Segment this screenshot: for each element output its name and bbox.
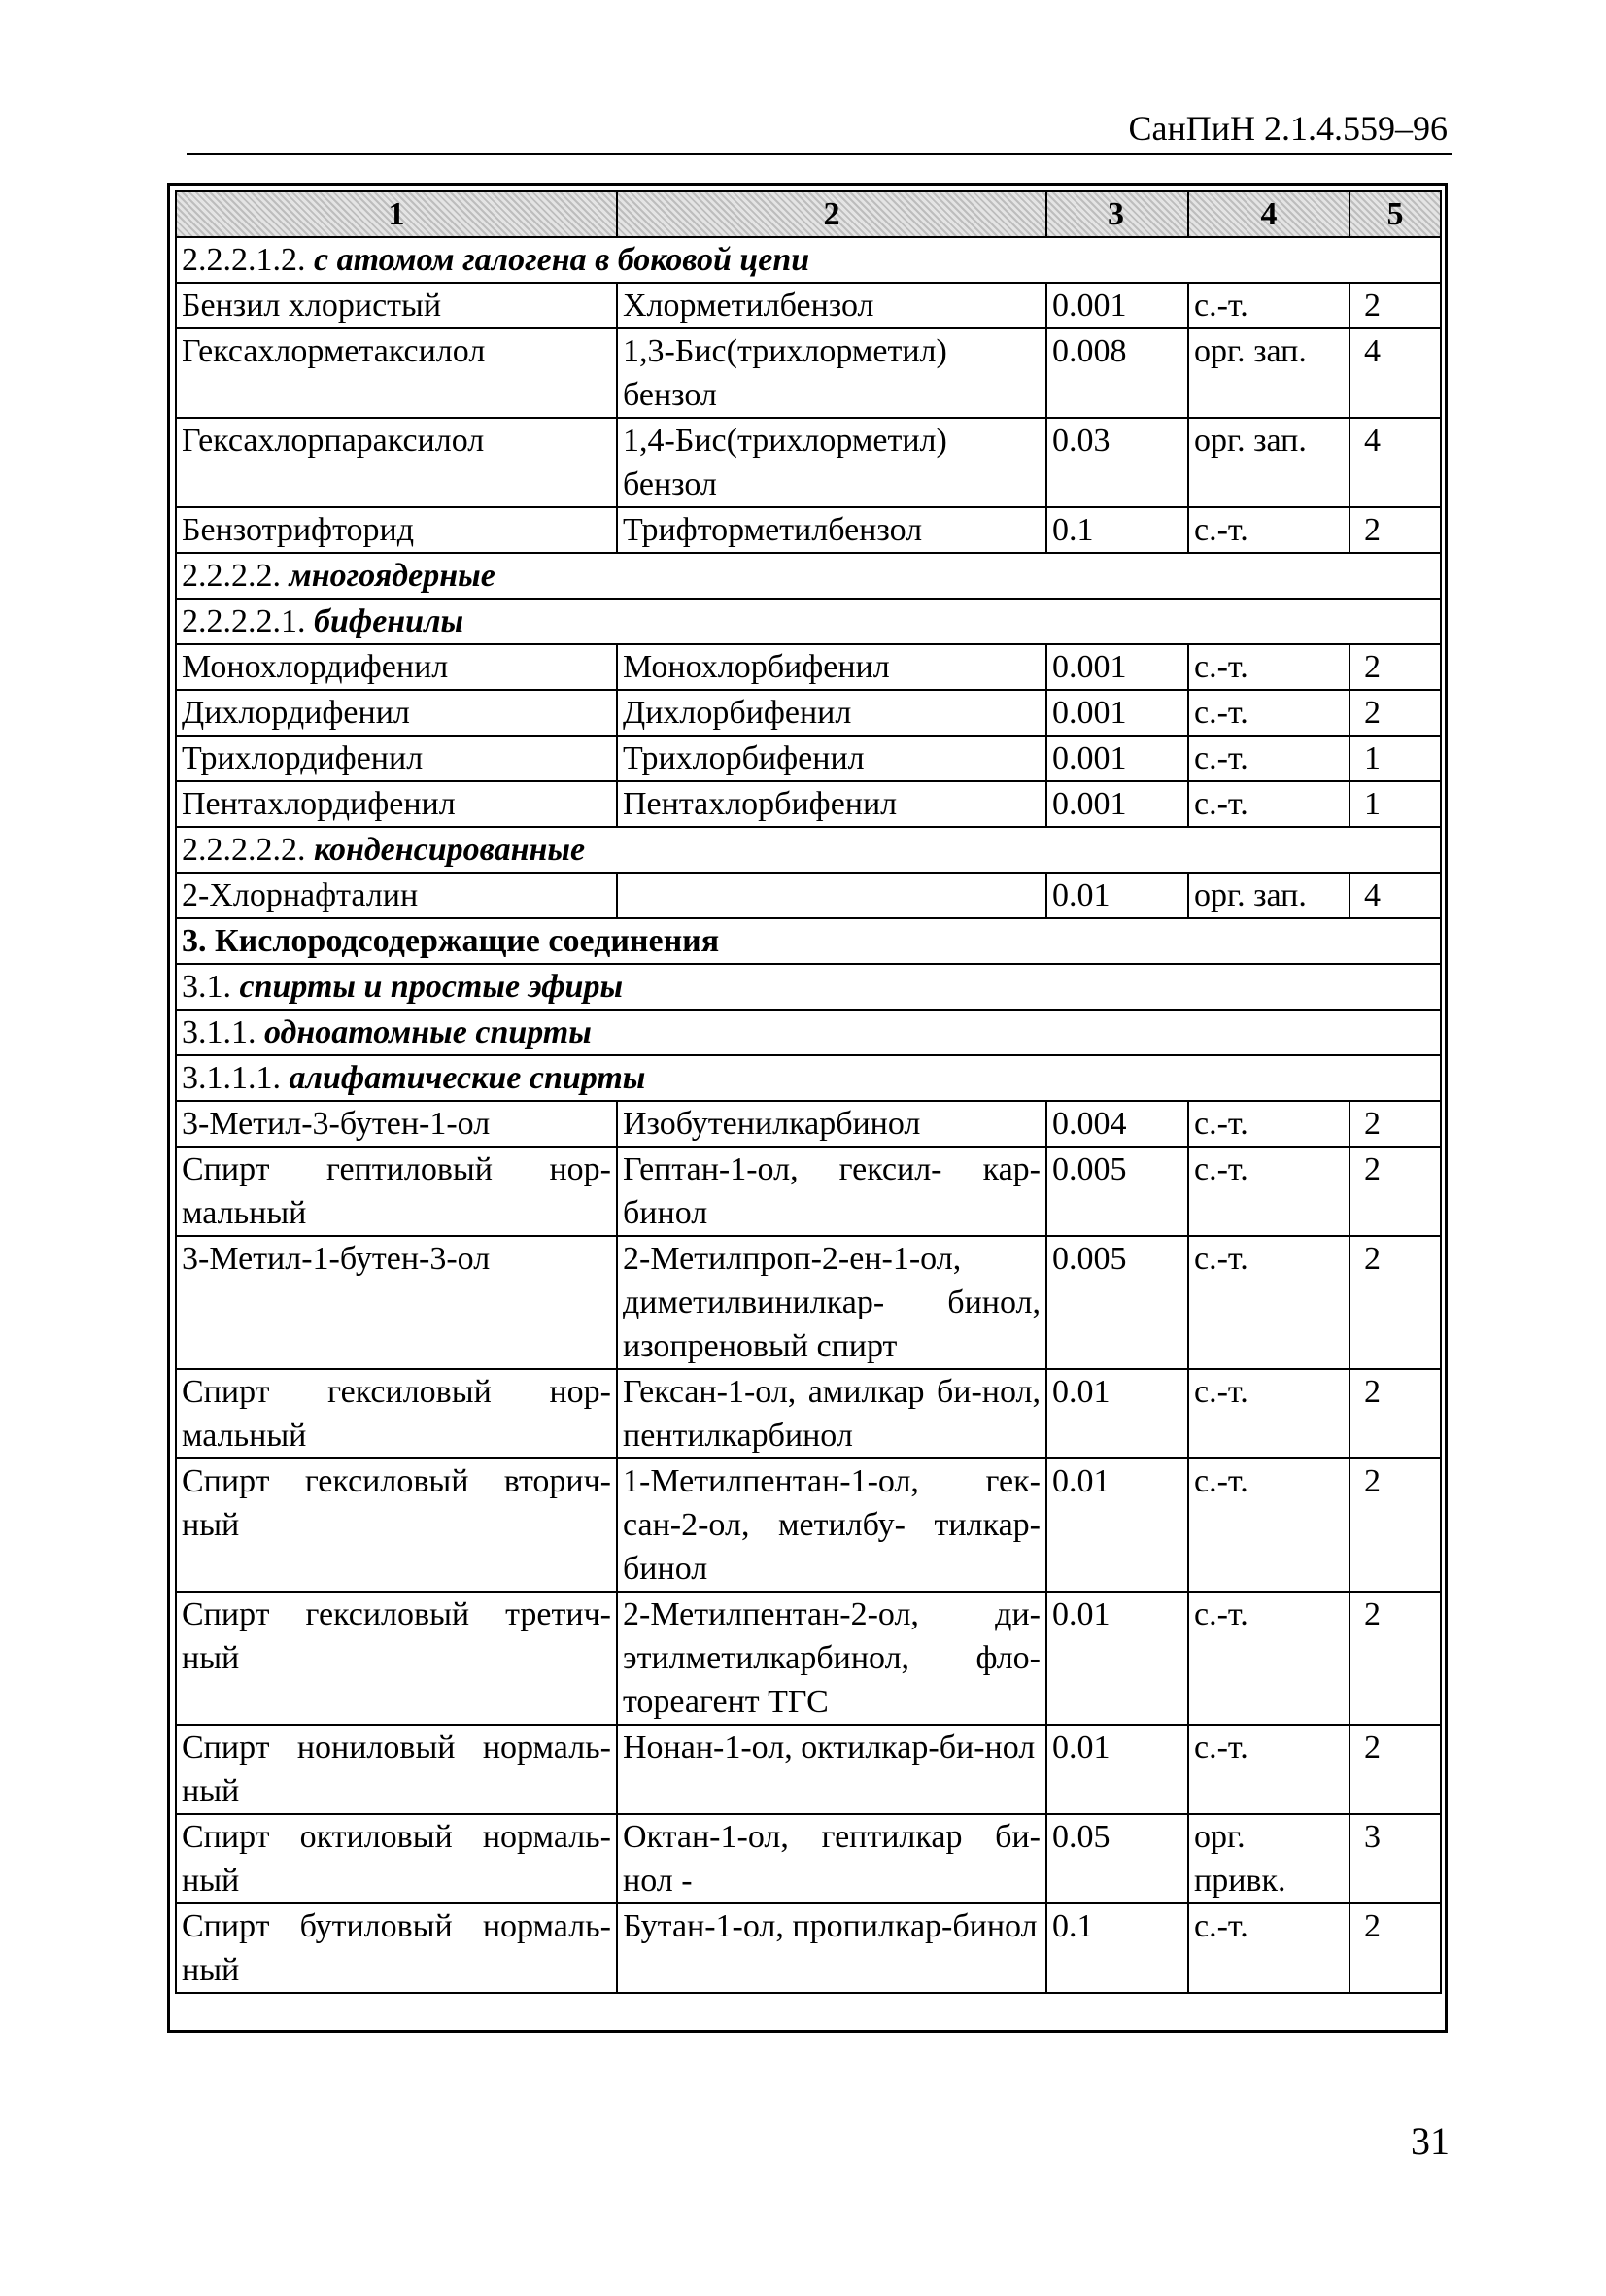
- hazard-sign-cell: с.-т.: [1188, 1592, 1350, 1725]
- table-row: [176, 873, 1441, 918]
- table-row: [176, 1592, 1441, 1725]
- section-cell: [176, 1055, 1441, 1101]
- hazard-class-cell: 2: [1350, 1592, 1441, 1725]
- synonym-cell: Гексан-1-ол, амилкар би-нол, пентилкарбинол: [617, 1369, 1046, 1458]
- table-row: [176, 781, 1441, 827]
- concentration-cell: 0.001: [1046, 283, 1188, 328]
- group-heading: 3. Кислородсодержащие соединения: [176, 918, 1441, 964]
- section-number: 3.1.1.: [182, 1014, 264, 1050]
- table-row: [176, 1147, 1441, 1236]
- section-title: с атомом галогена в боковой цепи: [314, 242, 810, 278]
- hazard-class-cell: 2: [1350, 1458, 1441, 1592]
- hazard-sign-cell: с.-т.: [1188, 1458, 1350, 1592]
- hazard-sign-cell: орг. зап.: [1188, 328, 1350, 418]
- synonym-cell: 1,3-Бис(трихлорметил) бензол: [617, 328, 1046, 418]
- concentration-cell: 0.1: [1046, 1903, 1188, 1993]
- table-row: [176, 418, 1441, 507]
- table-container: [175, 190, 1440, 1994]
- synonym-cell: Хлорметилбензол: [617, 283, 1046, 328]
- table-row: [176, 1814, 1441, 1903]
- section-number: 2.2.2.2.: [182, 558, 290, 594]
- synonym-cell: Пентахлорбифенил: [617, 781, 1046, 827]
- hazard-sign-cell: с.-т.: [1188, 1147, 1350, 1236]
- concentration-cell: 0.01: [1046, 873, 1188, 918]
- page-number: 31: [1411, 2119, 1450, 2163]
- hazard-class-cell: 4: [1350, 418, 1441, 507]
- substance-name-cell: 3-Метил-3-бутен-1-ол: [176, 1101, 617, 1147]
- hazard-sign-cell: с.-т.: [1188, 644, 1350, 690]
- section-number: 2.2.2.1.2.: [182, 242, 314, 278]
- section-title: многоядерные: [289, 558, 495, 594]
- synonym-cell: Нонан-1-ол, октилкар-би-нол: [617, 1725, 1046, 1814]
- substance-name-cell: Спирт гексиловый нор-мальный: [176, 1369, 617, 1458]
- hazard-sign-cell: с.-т.: [1188, 283, 1350, 328]
- hazard-class-cell: 2: [1350, 1369, 1441, 1458]
- table-row: [176, 328, 1441, 418]
- hazard-class-cell: 3: [1350, 1814, 1441, 1903]
- section-number: 3.1.1.1.: [182, 1060, 290, 1096]
- hazard-sign-cell: с.-т.: [1188, 690, 1350, 736]
- hazard-sign-cell: орг. привк.: [1188, 1814, 1350, 1903]
- hazard-sign-cell: с.-т.: [1188, 736, 1350, 781]
- hazard-sign-cell: с.-т.: [1188, 1903, 1350, 1993]
- hazard-sign-cell: с.-т.: [1188, 507, 1350, 553]
- concentration-cell: 0.001: [1046, 736, 1188, 781]
- hazard-sign-cell: с.-т.: [1188, 1725, 1350, 1814]
- table-row: [176, 1903, 1441, 1993]
- concentration-cell: 0.008: [1046, 328, 1188, 418]
- hazard-sign-cell: с.-т.: [1188, 1369, 1350, 1458]
- substance-name-cell: Пентахлордифенил: [176, 781, 617, 827]
- hazard-sign-cell: орг. зап.: [1188, 418, 1350, 507]
- concentration-cell: 0.1: [1046, 507, 1188, 553]
- column-number-cell: 3: [1046, 191, 1188, 237]
- synonym-cell: Бутан-1-ол, пропилкар-бинол: [617, 1903, 1046, 1993]
- section-cell: [176, 237, 1441, 283]
- synonym-cell: Дихлорбифенил: [617, 690, 1046, 736]
- hazard-sign-cell: с.-т.: [1188, 781, 1350, 827]
- section-title: конденсированные: [314, 832, 586, 868]
- concentration-cell: 0.005: [1046, 1147, 1188, 1236]
- hazard-class-cell: 2: [1350, 1147, 1441, 1236]
- synonym-cell: Монохлорбифенил: [617, 644, 1046, 690]
- section-cell: [176, 553, 1441, 599]
- substance-name-cell: Дихлордифенил: [176, 690, 617, 736]
- column-number-cell: 2: [617, 191, 1046, 237]
- synonym-cell: Октан-1-ол, гептилкар би-нол -: [617, 1814, 1046, 1903]
- substance-name-cell: Спирт бутиловый нормаль-ный: [176, 1903, 617, 1993]
- hazard-class-cell: 4: [1350, 328, 1441, 418]
- substances-table: [175, 190, 1442, 1994]
- concentration-cell: 0.001: [1046, 644, 1188, 690]
- table-body: [176, 191, 1441, 1993]
- synonym-cell: Изобутенилкарбинол: [617, 1101, 1046, 1147]
- section-row: [176, 1010, 1441, 1055]
- concentration-cell: 0.03: [1046, 418, 1188, 507]
- substance-name-cell: Гексахлорпараксилол: [176, 418, 617, 507]
- section-title: алифатические спирты: [289, 1060, 646, 1096]
- concentration-cell: 0.01: [1046, 1369, 1188, 1458]
- table-row: [176, 736, 1441, 781]
- section-title: спирты и простые эфиры: [239, 969, 624, 1005]
- section-row: [176, 237, 1441, 283]
- synonym-cell: Трихлорбифенил: [617, 736, 1046, 781]
- synonym-cell: 2-Метилпроп-2-ен-1-ол, диметилвинилкар- бинол, изопреновый спирт: [617, 1236, 1046, 1369]
- section-row: [176, 1055, 1441, 1101]
- concentration-cell: 0.01: [1046, 1725, 1188, 1814]
- substance-name-cell: 2-Хлорнафталин: [176, 873, 617, 918]
- hazard-class-cell: 2: [1350, 644, 1441, 690]
- section-cell: [176, 827, 1441, 873]
- synonym-cell: [617, 873, 1046, 918]
- concentration-cell: 0.001: [1046, 690, 1188, 736]
- column-number-cell: 4: [1188, 191, 1350, 237]
- hazard-sign-cell: орг. зап.: [1188, 873, 1350, 918]
- synonym-cell: Трифторметилбензол: [617, 507, 1046, 553]
- concentration-cell: 0.01: [1046, 1458, 1188, 1592]
- section-number: 3.1.: [182, 969, 240, 1005]
- substance-name-cell: 3-Метил-1-бутен-3-ол: [176, 1236, 617, 1369]
- section-cell: [176, 1010, 1441, 1055]
- hazard-class-cell: 2: [1350, 1236, 1441, 1369]
- concentration-cell: 0.004: [1046, 1101, 1188, 1147]
- table-row: [176, 1236, 1441, 1369]
- hazard-class-cell: 2: [1350, 690, 1441, 736]
- substance-name-cell: Спирт гексиловый вторич-ный: [176, 1458, 617, 1592]
- section-cell: [176, 964, 1441, 1010]
- table-row: [176, 507, 1441, 553]
- hazard-class-cell: 1: [1350, 736, 1441, 781]
- section-number: 2.2.2.2.2.: [182, 832, 314, 868]
- column-number-cell: 5: [1350, 191, 1441, 237]
- synonym-cell: 2-Метилпентан-2-ол, ди-этилметилкарбинол, фло-тореагент ТГС: [617, 1592, 1046, 1725]
- substance-name-cell: Бензотрифторид: [176, 507, 617, 553]
- substance-name-cell: Гексахлорметаксилол: [176, 328, 617, 418]
- section-title: одноатомные спирты: [264, 1014, 592, 1050]
- synonym-cell: 1-Метилпентан-1-ол, гек-сан-2-ол, метилбу- тилкар-бинол: [617, 1458, 1046, 1592]
- synonym-cell: Гептан-1-ол, гексил- кар-бинол: [617, 1147, 1046, 1236]
- substance-name-cell: Монохлордифенил: [176, 644, 617, 690]
- concentration-cell: 0.01: [1046, 1592, 1188, 1725]
- document-header: СанПиН 2.1.4.559–96: [1128, 109, 1448, 148]
- hazard-sign-cell: с.-т.: [1188, 1236, 1350, 1369]
- table-row: [176, 1369, 1441, 1458]
- synonym-cell: 1,4-Бис(трихлорметил) бензол: [617, 418, 1046, 507]
- column-number-row: [176, 191, 1441, 237]
- table-row: [176, 1458, 1441, 1592]
- hazard-class-cell: 1: [1350, 781, 1441, 827]
- section-row: [176, 964, 1441, 1010]
- section-row: [176, 827, 1441, 873]
- section-cell: [176, 599, 1441, 644]
- substance-name-cell: Спирт октиловый нормаль-ный: [176, 1814, 617, 1903]
- concentration-cell: 0.05: [1046, 1814, 1188, 1903]
- table-row: [176, 283, 1441, 328]
- section-row: [176, 599, 1441, 644]
- table-row: [176, 690, 1441, 736]
- section-row: [176, 553, 1441, 599]
- substance-name-cell: Спирт гексиловый третич-ный: [176, 1592, 617, 1725]
- substance-name-cell: Бензил хлористый: [176, 283, 617, 328]
- table-row: [176, 1101, 1441, 1147]
- concentration-cell: 0.001: [1046, 781, 1188, 827]
- section-title: бифенилы: [314, 603, 464, 639]
- hazard-class-cell: 2: [1350, 507, 1441, 553]
- table-row: [176, 644, 1441, 690]
- hazard-class-cell: 2: [1350, 283, 1441, 328]
- hazard-class-cell: 4: [1350, 873, 1441, 918]
- substance-name-cell: Спирт нониловый нормаль-ный: [176, 1725, 617, 1814]
- column-number-cell: 1: [176, 191, 617, 237]
- substance-name-cell: Трихлордифенил: [176, 736, 617, 781]
- header-rule: [187, 153, 1452, 155]
- section-number: 2.2.2.2.1.: [182, 603, 314, 639]
- hazard-class-cell: 2: [1350, 1725, 1441, 1814]
- hazard-class-cell: 2: [1350, 1903, 1441, 1993]
- group-heading-row: [176, 918, 1441, 964]
- concentration-cell: 0.005: [1046, 1236, 1188, 1369]
- hazard-sign-cell: с.-т.: [1188, 1101, 1350, 1147]
- hazard-class-cell: 2: [1350, 1101, 1441, 1147]
- substance-name-cell: Спирт гептиловый нор-мальный: [176, 1147, 617, 1236]
- table-row: [176, 1725, 1441, 1814]
